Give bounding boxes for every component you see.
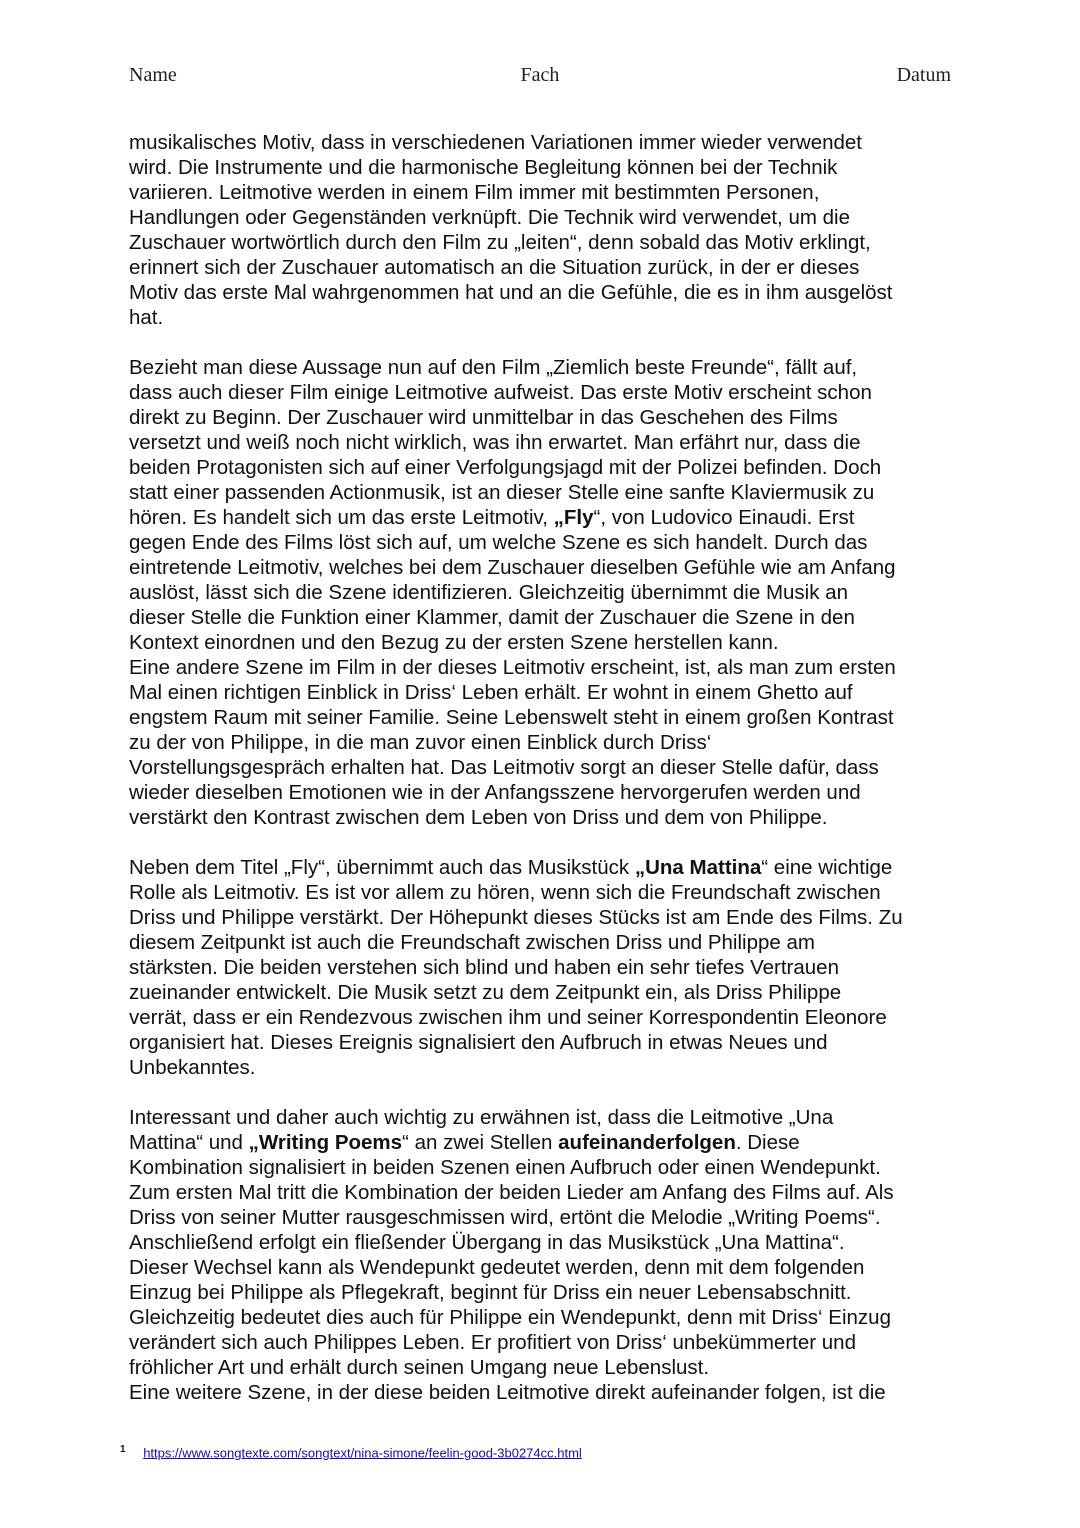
text-line — [129, 1255, 954, 1280]
text-segment: auslöst, lässt sich die Szene identifizieren. Gleichzeitig übernimmt die Musik an — [129, 581, 848, 604]
text-segment: verrät, dass er ein Rendezvous zwischen ihm und seiner Korrespondentin Eleonore — [129, 1006, 887, 1029]
paragraph — [129, 855, 954, 1080]
text-segment: Driss und Philippe verstärkt. Der Höhepunkt dieses Stücks ist am Ende des Films. Zu — [129, 906, 903, 929]
text-line — [129, 1105, 954, 1130]
text-line — [129, 805, 954, 830]
text-line — [129, 255, 954, 280]
bold-text: „Una Mattina — [634, 856, 762, 879]
text-line — [129, 705, 954, 730]
text-line — [129, 1030, 954, 1055]
text-line — [129, 1205, 954, 1230]
text-line — [129, 980, 954, 1005]
text-segment: verändert sich auch Philippes Leben. Er profitiert von Driss‘ unbekümmerter und — [129, 1331, 856, 1354]
footnote — [120, 1444, 582, 1460]
text-segment: Gleichzeitig bedeutet dies auch für Philippe ein Wendepunkt, denn mit Driss‘ Einzug — [129, 1306, 891, 1329]
text-segment: Bezieht man diese Aussage nun auf den Film „Ziemlich beste Freunde“, fällt auf, — [129, 356, 858, 379]
text-segment: fröhlicher Art und erhält durch seinen Umgang neue Lebenslust. — [129, 1356, 710, 1379]
text-line — [129, 930, 954, 955]
text-line — [129, 1305, 954, 1330]
text-line — [129, 305, 954, 330]
text-line — [129, 405, 954, 430]
text-line — [129, 205, 954, 230]
text-line — [129, 580, 954, 605]
text-segment: eintretende Leitmotiv, welches bei dem Zuschauer dieselben Gefühle wie am Anfang — [129, 556, 896, 579]
text-line — [129, 880, 954, 905]
text-segment: dass auch dieser Film einige Leitmotive aufweist. Das erste Motiv erscheint schon — [129, 381, 872, 404]
text-line — [129, 730, 954, 755]
text-segment: Mal einen richtigen Einblick in Driss‘ Leben erhält. Er wohnt in einem Ghetto auf — [129, 681, 853, 704]
page-header — [129, 64, 951, 92]
text-line — [129, 430, 954, 455]
text-segment: hat. — [129, 306, 164, 329]
text-line — [129, 655, 954, 680]
text-segment: zu der von Philippe, in die man zuvor einen Einblick durch Driss‘ — [129, 731, 712, 754]
text-line — [129, 905, 954, 930]
text-segment: Motiv das erste Mal wahrgenommen hat und an die Gefühle, die es in ihm ausgelöst — [129, 281, 893, 304]
text-line — [129, 755, 954, 780]
text-segment: Neben dem Titel „Fly“, übernimmt auch das Musikstück — [129, 856, 635, 879]
text-line — [129, 855, 954, 880]
text-line — [129, 380, 954, 405]
text-line — [129, 130, 954, 155]
text-segment: . Diese — [735, 1131, 800, 1154]
text-line — [129, 630, 954, 655]
text-line — [129, 505, 954, 530]
text-line — [129, 530, 954, 555]
bold-text: aufeinanderfolgen — [558, 1131, 736, 1154]
text-segment: Vorstellungsgespräch erhalten hat. Das Leitmotiv sorgt an dieser Stelle dafür, dass — [129, 756, 879, 779]
text-segment: Interessant und daher auch wichtig zu erwähnen ist, dass die Leitmotive „Una — [129, 1106, 834, 1129]
text-line — [129, 605, 954, 630]
text-segment: “, von Ludovico Einaudi. Erst — [593, 506, 855, 529]
text-line — [129, 780, 954, 805]
text-line — [129, 1355, 954, 1380]
text-segment: zueinander entwickelt. Die Musik setzt zu dem Zeitpunkt ein, als Driss Philippe — [129, 981, 842, 1004]
text-line — [129, 355, 954, 380]
text-line — [129, 555, 954, 580]
text-segment: gegen Ende des Films löst sich auf, um welche Szene es sich handelt. Durch das — [129, 531, 868, 554]
text-segment: engstem Raum mit seiner Familie. Seine Lebenswelt steht in einem großen Kontrast — [129, 706, 894, 729]
text-segment: versetzt und weiß noch nicht wirklich, was ihn erwartet. Man erfährt nur, dass die — [129, 431, 861, 454]
text-segment: hören. Es handelt sich um das erste Leitmotiv, — [129, 506, 554, 529]
text-line — [129, 1280, 954, 1305]
paragraph — [129, 130, 954, 330]
text-segment: Zum ersten Mal tritt die Kombination der beiden Lieder am Anfang des Films auf. Als — [129, 1181, 894, 1204]
text-segment: Dieser Wechsel kann als Wendepunkt gedeutet werden, denn mit dem folgenden — [129, 1256, 865, 1279]
footnote-link[interactable]: https://www.songtexte.com/songtext/nina-simone/feelin-good-3b0274cc.html — [143, 1445, 582, 1461]
header-date: Datum — [896, 64, 951, 86]
text-segment: Handlungen oder Gegenständen verknüpft. Die Technik wird verwendet, um die — [129, 206, 850, 229]
text-segment: direkt zu Beginn. Der Zuschauer wird unmittelbar in das Geschehen des Films — [129, 406, 838, 429]
text-segment: wird. Die Instrumente und die harmonische Begleitung können bei der Technik — [129, 156, 838, 179]
paragraph — [129, 655, 954, 830]
text-line — [129, 1005, 954, 1030]
text-line — [129, 1180, 954, 1205]
text-line — [129, 955, 954, 980]
bold-text: „Writing Poems — [248, 1131, 403, 1154]
paragraph — [129, 355, 954, 655]
text-segment: beiden Protagonisten sich auf einer Verfolgungsjagd mit der Polizei befinden. Doch — [129, 456, 882, 479]
text-line — [129, 1330, 954, 1355]
text-line — [129, 1055, 954, 1080]
text-segment: Rolle als Leitmotiv. Es ist vor allem zu hören, wenn sich die Freundschaft zwischen — [129, 881, 881, 904]
text-segment: Kombination signalisiert in beiden Szenen einen Aufbruch oder einen Wendepunkt. — [129, 1156, 881, 1179]
text-line — [129, 1380, 954, 1405]
body-text — [129, 130, 954, 1405]
text-line — [129, 180, 954, 205]
header-name: Name — [129, 64, 177, 86]
text-segment: Mattina“ und — [129, 1131, 249, 1154]
text-segment: Einzug bei Philippe als Pflegekraft, beginnt für Driss ein neuer Lebensabschnitt. — [129, 1281, 852, 1304]
text-line — [129, 455, 954, 480]
text-segment: “ an zwei Stellen — [402, 1131, 559, 1154]
text-segment: Eine weitere Szene, in der diese beiden Leitmotive direkt aufeinander folgen, ist die — [129, 1381, 886, 1404]
text-segment: Kontext einordnen und den Bezug zu der ersten Szene herstellen kann. — [129, 631, 779, 654]
text-segment: Driss von seiner Mutter rausgeschmissen wird, ertönt die Melodie „Writing Poems“. — [129, 1206, 881, 1229]
text-line — [129, 280, 954, 305]
paragraph — [129, 1105, 954, 1380]
text-segment: Anschließend erfolgt ein fließender Übergang in das Musikstück „Una Mattina“. — [129, 1231, 845, 1254]
text-segment: diesem Zeitpunkt ist auch die Freundschaft zwischen Driss und Philippe am — [129, 931, 815, 954]
text-segment: wieder dieselben Emotionen wie in der Anfangsszene hervorgerufen werden und — [129, 781, 861, 804]
paragraph — [129, 1380, 954, 1405]
text-segment: statt einer passenden Actionmusik, ist an dieser Stelle eine sanfte Klaviermusik zu — [129, 481, 875, 504]
bold-text: „Fly — [553, 506, 594, 529]
text-segment: dieser Stelle die Funktion einer Klammer, damit der Zuschauer die Szene in den — [129, 606, 855, 629]
text-segment: organisiert hat. Dieses Ereignis signalisiert den Aufbruch in etwas Neues und — [129, 1031, 828, 1054]
text-line — [129, 1230, 954, 1255]
text-segment: musikalisches Motiv, dass in verschiedenen Variationen immer wieder verwendet — [129, 131, 863, 154]
text-line — [129, 1130, 954, 1155]
header-subject: Fach — [520, 64, 560, 86]
text-line — [129, 680, 954, 705]
text-segment: Unbekanntes. — [129, 1056, 256, 1079]
text-line — [129, 1155, 954, 1180]
text-segment: Eine andere Szene im Film in der dieses Leitmotiv erscheint, ist, als man zum ersten — [129, 656, 896, 679]
footnote-number: 1 — [120, 1444, 126, 1455]
text-segment: verstärkt den Kontrast zwischen dem Leben von Driss und dem von Philippe. — [129, 806, 828, 829]
text-line — [129, 155, 954, 180]
text-segment: variieren. Leitmotive werden in einem Film immer mit bestimmten Personen, — [129, 181, 820, 204]
text-line — [129, 230, 954, 255]
text-segment: erinnert sich der Zuschauer automatisch an die Situation zurück, in der er dieses — [129, 256, 860, 279]
text-line — [129, 480, 954, 505]
text-segment: “ eine wichtige — [761, 856, 893, 879]
text-segment: Zuschauer wortwörtlich durch den Film zu „leiten“, denn sobald das Motiv erklingt, — [129, 231, 871, 254]
text-segment: stärksten. Die beiden verstehen sich blind und haben ein sehr tiefes Vertrauen — [129, 956, 839, 979]
